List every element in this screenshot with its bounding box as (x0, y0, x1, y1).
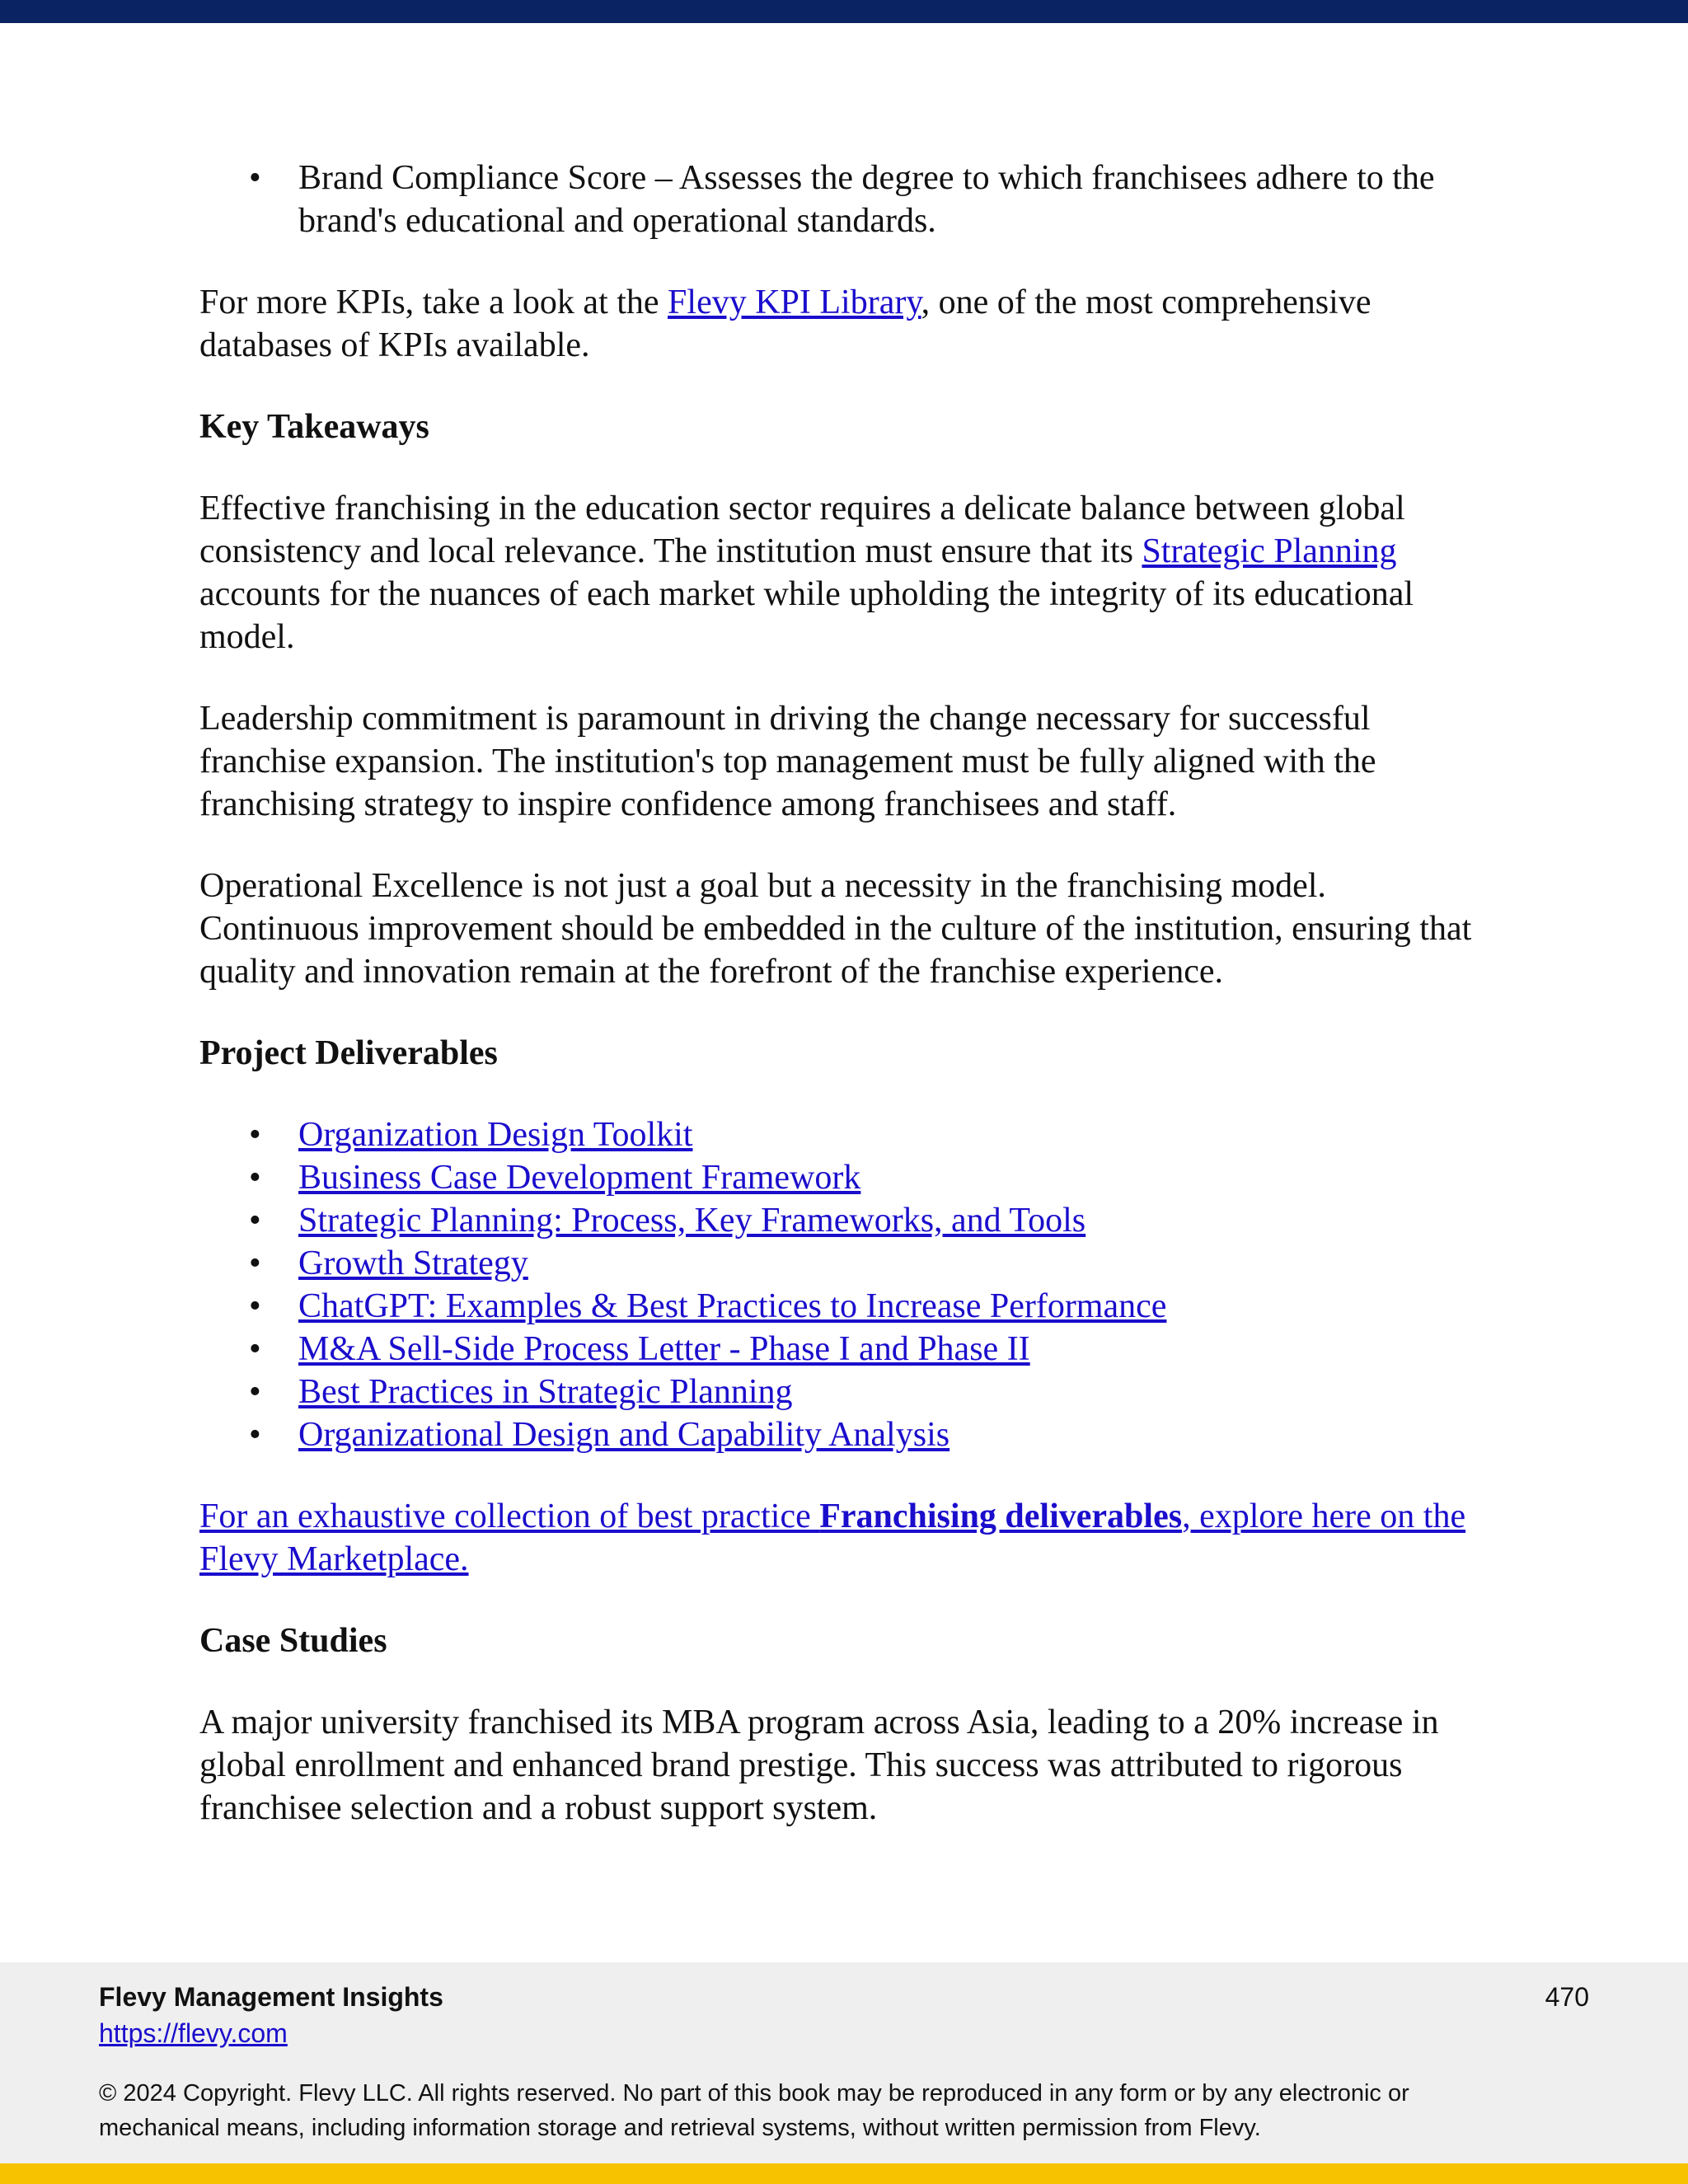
bottom-accent-bar (0, 2163, 1688, 2184)
bullet-icon: • (249, 1244, 261, 1282)
deliverable-link[interactable]: M&A Sell-Side Process Letter - Phase I and Phase II (298, 1330, 1030, 1368)
list-item: • Brand Compliance Score – Assesses the degree to which franchisees adhere to the brand's educational and operational standards. (199, 157, 1485, 242)
project-deliverables-heading: Project Deliverables (199, 1034, 498, 1072)
deliverable-link[interactable]: Organizational Design and Capability Analysis (298, 1416, 950, 1454)
case-study-paragraph: A major university franchised its MBA program across Asia, leading to a 20% increase in global enrollment and enhanced brand prestige. This success was attributed to rigorous franchisee selection and a robust support system. (199, 1704, 1439, 1827)
list-item (199, 1413, 1485, 1456)
deliverable-link[interactable]: Organization Design Toolkit (298, 1116, 693, 1154)
key-takeaways-heading: Key Takeaways (199, 408, 429, 446)
list-item (199, 1371, 1485, 1413)
kpi-bullet-list (199, 157, 1485, 242)
top-accent-bar (0, 0, 1688, 23)
bullet-icon: • (249, 1159, 261, 1197)
deliverable-link[interactable]: Best Practices in Strategic Planning (298, 1373, 793, 1411)
bullet-icon: • (249, 1416, 261, 1454)
deliverable-link[interactable]: Growth Strategy (298, 1244, 528, 1282)
copyright-notice: © 2024 Copyright. Flevy LLC. All rights reserved. No part of this book may be reproduced in any form or by any electronic or mechanical means, including information storage and retrieval systems, without written permission from Flevy. (99, 2080, 1409, 2141)
list-item (199, 1156, 1485, 1199)
list-item (199, 1242, 1485, 1285)
bullet-icon: • (249, 159, 261, 197)
kpi-library-paragraph: For more KPIs, take a look at the Flevy KPI Library, one of the most comprehensive databases of KPIs available. (199, 284, 1372, 364)
list-item (199, 1199, 1485, 1242)
deliverables-list (199, 1113, 1485, 1456)
page-footer (0, 1962, 1688, 2163)
marketplace-paragraph (199, 1495, 1485, 1581)
list-item (199, 1328, 1485, 1371)
page-number: 470 (1545, 1982, 1589, 2012)
list-item (199, 1113, 1485, 1156)
footer-url-link[interactable]: https://flevy.com (99, 2018, 288, 2048)
bullet-icon: • (249, 1202, 261, 1240)
flevy-kpi-library-link[interactable]: Flevy KPI Library (668, 284, 921, 321)
deliverable-link[interactable]: Strategic Planning: Process, Key Frameworks, and Tools (298, 1202, 1086, 1240)
deliverable-link[interactable]: ChatGPT: Examples & Best Practices to Increase Performance (298, 1287, 1167, 1325)
bullet-icon: • (249, 1373, 261, 1411)
case-studies-heading: Case Studies (199, 1622, 387, 1660)
bullet-icon: • (249, 1330, 261, 1368)
takeaways-paragraph-2: Leadership commitment is paramount in driving the change necessary for successful franchise expansion. The institution's top management must be fully aligned with the franchising strategy to inspire confidence among franchisees and staff. (199, 700, 1376, 823)
bullet-icon: • (249, 1287, 261, 1325)
bullet-icon: • (249, 1116, 261, 1154)
footer-brand: Flevy Management Insights (99, 1982, 443, 2012)
flevy-marketplace-link[interactable]: For an exhaustive collection of best practice Franchising deliverables, explore here on the Flevy Marketplace. (199, 1497, 1466, 1578)
list-item (199, 1285, 1485, 1328)
deliverable-link[interactable]: Business Case Development Framework (298, 1159, 861, 1197)
takeaways-paragraph-1: Effective franchising in the education sector requires a delicate balance between global consistency and local relevance. The institution must ensure that its Strategic Planning accounts for the nuances of each market while upholding the integrity of its educational model. (199, 490, 1414, 656)
takeaways-paragraph-3: Operational Excellence is not just a goal but a necessity in the franchising model. Continuous improvement should be embedded in the culture of the institution, ensuring that quality and innovation remain at the forefront of the franchise experience. (199, 867, 1472, 991)
strategic-planning-link[interactable]: Strategic Planning (1142, 532, 1397, 570)
page-content (199, 157, 1485, 1830)
